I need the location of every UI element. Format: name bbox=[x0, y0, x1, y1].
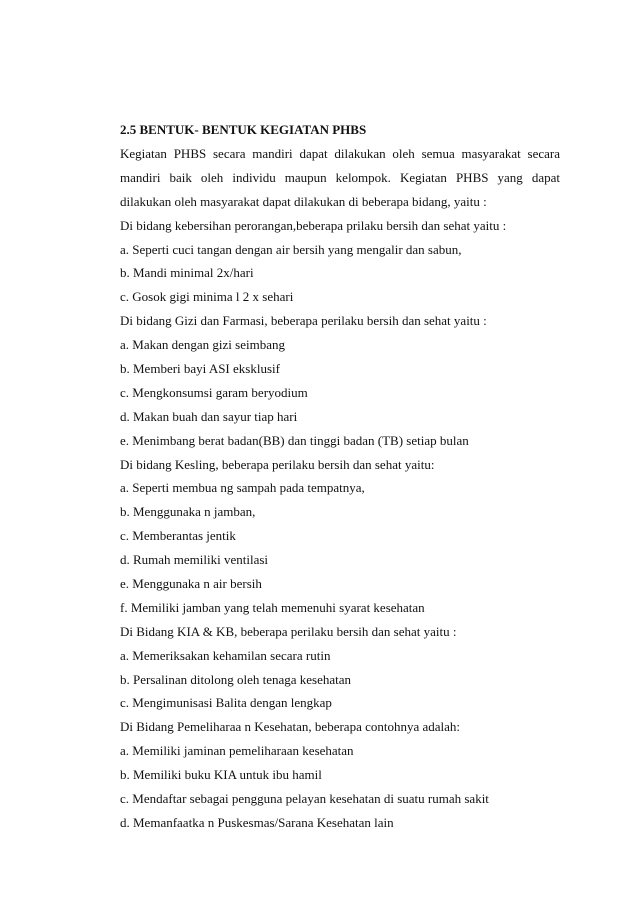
list-item: c. Memberantas jentik bbox=[120, 528, 236, 544]
document-body bbox=[120, 118, 560, 835]
list-item: d. Makan buah dan sayur tiap hari bbox=[120, 408, 298, 424]
subheading-kia-kb: Di Bidang KIA & KB, beberapa perilaku bersih dan sehat yaitu : bbox=[120, 623, 457, 639]
section-heading: 2.5 BENTUK- BENTUK KEGIATAN PHBS bbox=[120, 122, 367, 137]
intro-line-1: Kegiatan PHBS secara mandiri dapat dilakukan oleh semua masyarakat secara bbox=[120, 146, 560, 161]
list-item: c. Mengimunisasi Balita dengan lengkap bbox=[120, 695, 332, 711]
list-item: e. Menggunaka n air bersih bbox=[120, 576, 262, 592]
list-item: c. Mengkonsumsi garam beryodium bbox=[120, 384, 308, 400]
list-item: a. Seperti membua ng sampah pada tempatnya, bbox=[120, 480, 365, 496]
list-item: a. Memeriksakan kehamilan secara rutin bbox=[120, 647, 331, 663]
list-item: d. Memanfaatka n Puskesmas/Sarana Kesehatan lain bbox=[120, 814, 394, 830]
subheading-kebersihan: Di bidang kebersihan perorangan,beberapa prilaku bersih dan sehat yaitu : bbox=[120, 217, 507, 233]
subheading-pemeliharaan: Di Bidang Pemeliharaa n Kesehatan, beberapa contohnya adalah: bbox=[120, 719, 461, 735]
list-item: a. Makan dengan gizi seimbang bbox=[120, 337, 285, 353]
list-item: f. Memiliki jamban yang telah memenuhi syarat kesehatan bbox=[120, 599, 425, 615]
list-item: a. Memiliki jaminan pemeliharaan kesehatan bbox=[120, 743, 354, 759]
list-item: d. Rumah memiliki ventilasi bbox=[120, 552, 269, 568]
intro-line-2: mandiri baik oleh individu maupun kelompok. Kegiatan PHBS yang dapat bbox=[120, 169, 560, 185]
subheading-kesling: Di bidang Kesling, beberapa perilaku bersih dan sehat yaitu: bbox=[120, 456, 435, 472]
subheading-gizi: Di bidang Gizi dan Farmasi, beberapa perilaku bersih dan sehat yaitu : bbox=[120, 313, 487, 329]
intro-line-3: dilakukan oleh masyarakat dapat dilakukan di beberapa bidang, yaitu : bbox=[120, 193, 487, 209]
list-item: a. Seperti cuci tangan dengan air bersih yang mengalir dan sabun, bbox=[120, 241, 462, 257]
list-item: b. Menggunaka n jamban, bbox=[120, 504, 256, 520]
list-item: b. Persalinan ditolong oleh tenaga kesehatan bbox=[120, 671, 352, 687]
list-item: b. Memberi bayi ASI eksklusif bbox=[120, 361, 280, 377]
list-item: b. Mandi minimal 2x/hari bbox=[120, 265, 254, 281]
list-item: e. Menimbang berat badan(BB) dan tinggi badan (TB) setiap bulan bbox=[120, 432, 469, 448]
list-item: c. Gosok gigi minima l 2 x sehari bbox=[120, 289, 294, 305]
list-item: c. Mendaftar sebagai pengguna pelayan kesehatan di suatu rumah sakit bbox=[120, 791, 489, 807]
list-item: b. Memiliki buku KIA untuk ibu hamil bbox=[120, 767, 322, 783]
